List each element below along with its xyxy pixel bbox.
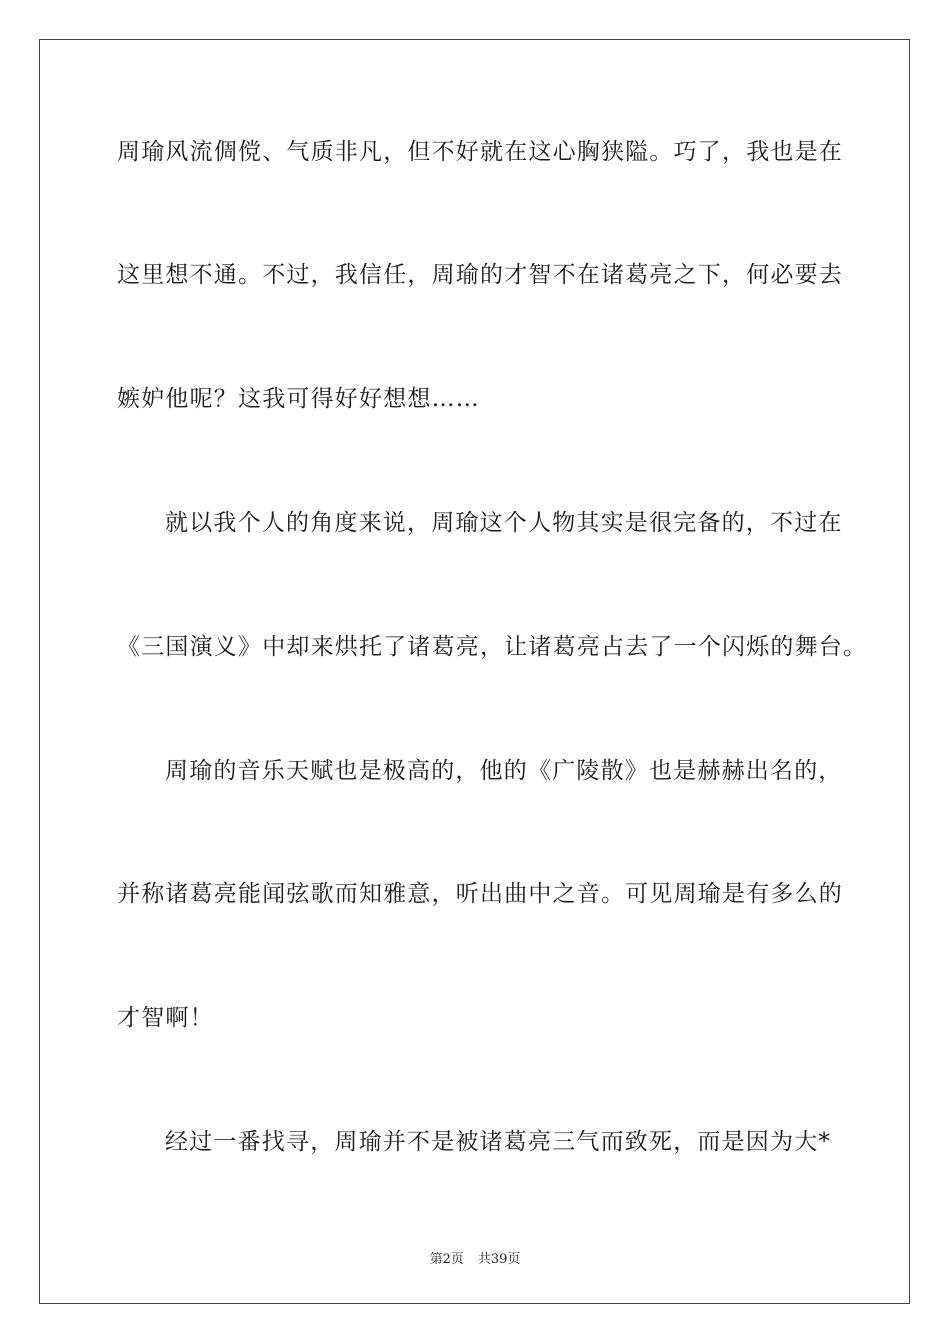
text-line: 才智啊！ [117,1005,214,1031]
page-number: 第2页 [429,1252,464,1267]
page-total: 共39页 [477,1252,521,1267]
page-footer [0,1248,950,1267]
paragraph-start-line: 就以我个人的角度来说，周瑜这个人物其实是很完备的，不过在 [165,510,843,536]
text-line: 嫉妒他呢？这我可得好好想想…… [117,386,480,412]
paragraph-start-line: 经过一番找寻，周瑜并不是被诸葛亮三气而致死，而是因为大* [165,1129,832,1155]
text-line: 周瑜风流倜傥、气质非凡，但不好就在这心胸狭隘。巧了，我也是在 [117,139,843,165]
paragraph-start-line: 周瑜的音乐天赋也是极高的，他的《广陵散》也是赫赫出名的， [165,758,843,784]
page-border [39,39,910,1304]
text-line: 《三国演义》中却来烘托了诸葛亮，让诸葛亮占去了一个闪烁的舞台。 [117,634,868,660]
text-line: 这里想不通。不过，我信任，周瑜的才智不在诸葛亮之下，何必要去 [117,262,843,288]
text-line: 并称诸葛亮能闻弦歌而知雅意，听出曲中之音。可见周瑜是有多么的 [117,881,843,907]
